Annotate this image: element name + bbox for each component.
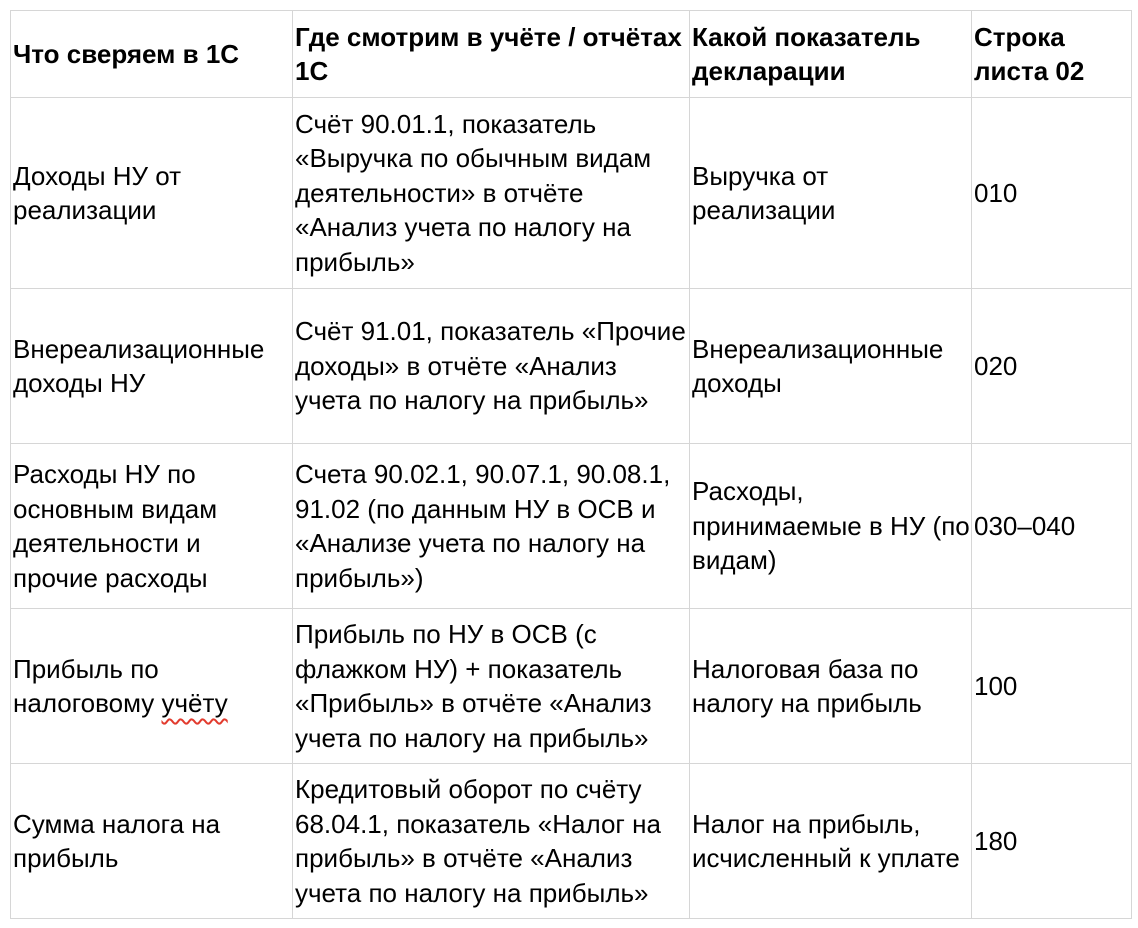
cell-indicator: Налоговая база по налогу на прибыль: [690, 609, 972, 764]
reconciliation-table: [10, 10, 1132, 919]
cell-where: Счёт 91.01, показатель «Прочие доходы» в отчёте «Анализ учета по налогу на прибыль»: [293, 289, 690, 444]
cell-where: Счёт 90.01.1, показатель «Выручка по обычным видам деятельности» в отчёте «Анализ учета по налогу на прибыль»: [293, 98, 690, 289]
cell-line: 100: [972, 609, 1132, 764]
spellcheck-word[interactable]: учёту: [161, 688, 228, 718]
cell-indicator: Выручка от реализации: [690, 98, 972, 289]
header-row: [11, 11, 1132, 98]
table-row: [11, 444, 1132, 609]
table-row: [11, 764, 1132, 919]
cell-what: Внереализационные доходы НУ: [11, 289, 293, 444]
cell-line: 010: [972, 98, 1132, 289]
cell-where: Прибыль по НУ в ОСВ (с флажком НУ) + показатель «Прибыль» в отчёте «Анализ учета по налогу на прибыль»: [293, 609, 690, 764]
cell-line: 030–040: [972, 444, 1132, 609]
header-where: Где смотрим в учёте / отчётах 1С: [293, 11, 690, 98]
cell-where: Кредитовый оборот по счёту 68.04.1, показатель «Налог на прибыль» в отчёте «Анализ учета по налогу на прибыль»: [293, 764, 690, 919]
table-row: [11, 98, 1132, 289]
cell-indicator: Расходы, принимаемые в НУ (по видам): [690, 444, 972, 609]
cell-what: [11, 609, 293, 764]
cell-indicator: Внереализационные доходы: [690, 289, 972, 444]
cell-where: Счета 90.02.1, 90.07.1, 90.08.1, 91.02 (по данным НУ в ОСВ и «Анализе учета по налогу на прибыль»): [293, 444, 690, 609]
table-row: [11, 609, 1132, 764]
cell-line: 020: [972, 289, 1132, 444]
header-indicator: Какой показатель декларации: [690, 11, 972, 98]
table-row: [11, 289, 1132, 444]
header-what: Что сверяем в 1С: [11, 11, 293, 98]
cell-indicator: Налог на прибыль, исчисленный к уплате: [690, 764, 972, 919]
header-line: Строка листа 02: [972, 11, 1132, 98]
cell-what: Доходы НУ от реализации: [11, 98, 293, 289]
cell-what-text: Прибыль по налоговому: [13, 653, 162, 718]
cell-what: Сумма налога на прибыль: [11, 764, 293, 919]
cell-what: Расходы НУ по основным видам деятельности и прочие расходы: [11, 444, 293, 609]
cell-line: 180: [972, 764, 1132, 919]
